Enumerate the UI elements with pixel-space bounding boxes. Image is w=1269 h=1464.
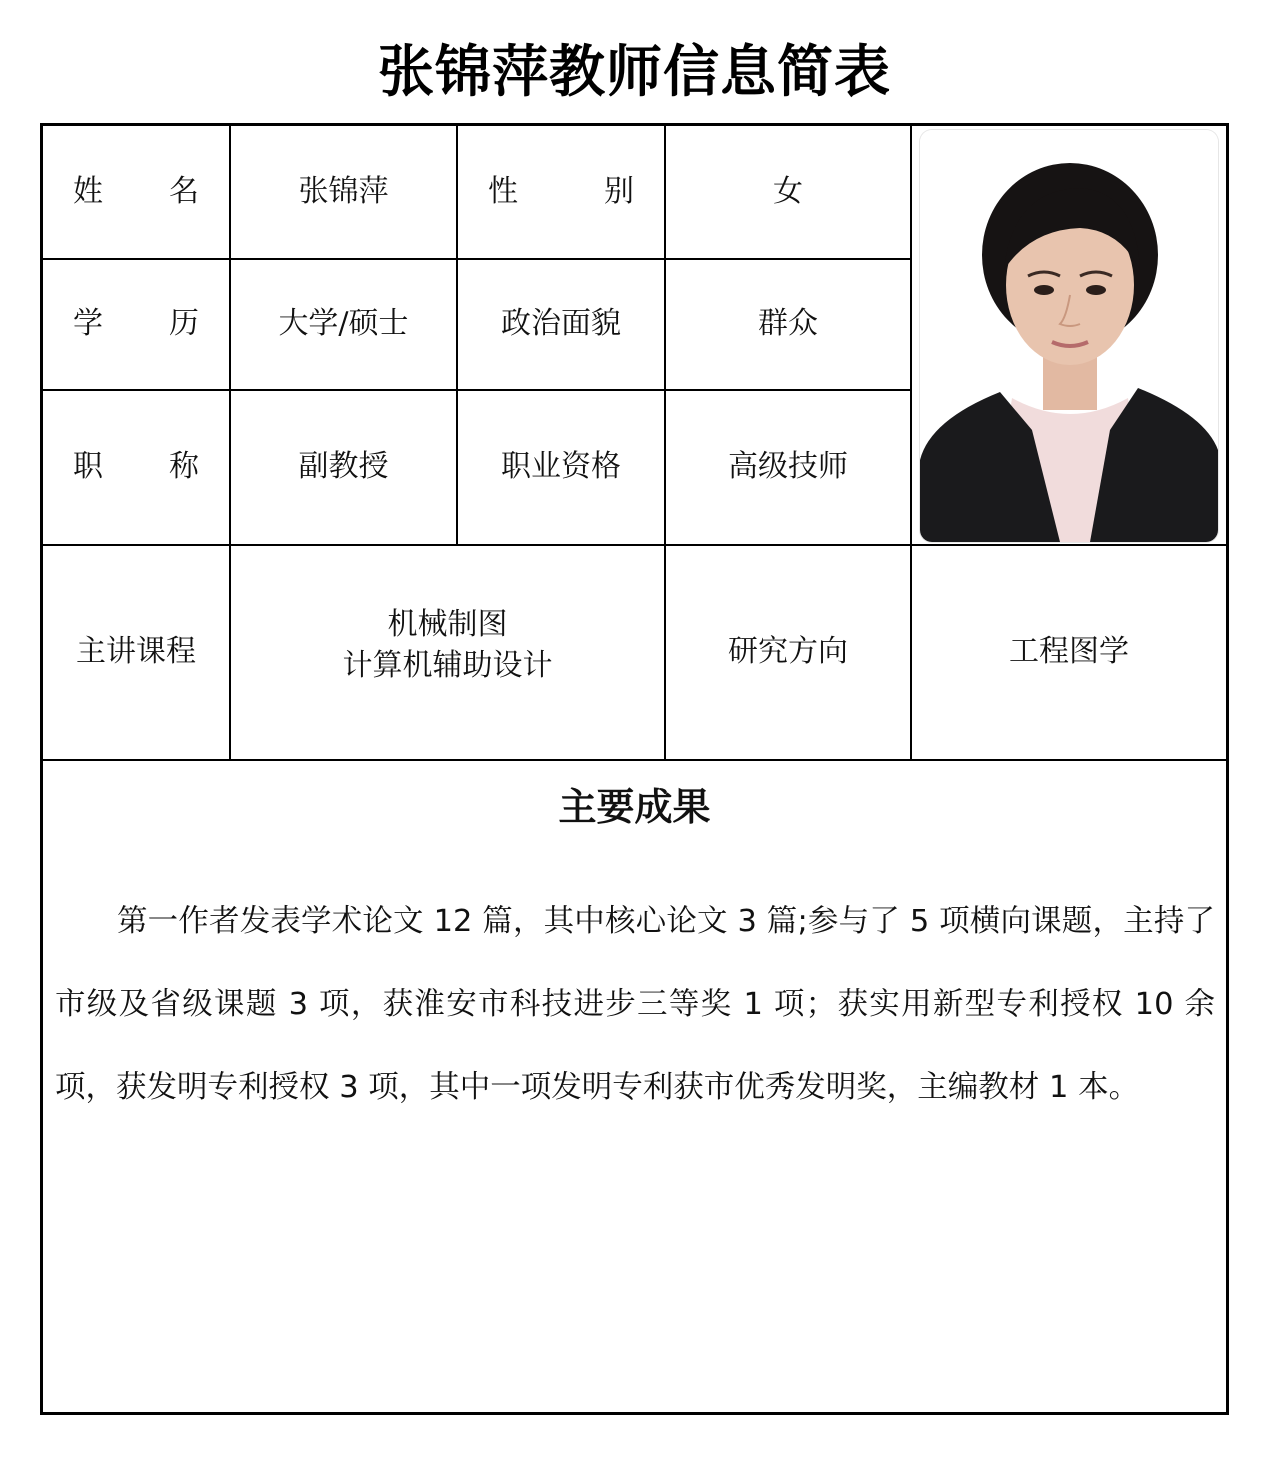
education-value: 大学/硕士 (278, 306, 409, 342)
research-label: 研究方向 (728, 634, 848, 670)
portrait-icon (920, 130, 1218, 542)
title-rank-value: 副教授 (298, 449, 389, 485)
political-label: 政治面貌 (501, 306, 621, 342)
page-title: 张锦萍教师信息简表 (378, 40, 891, 105)
achievements-text: 第一作者发表学术论文 12 篇，其中核心论文 3 篇;参与了 5 项横向课题，主持了市级及省级课题 3 项，获淮安市科技进步三等奖 1 项；获实用新型专利授权 10 余项，获发明专利授权 3 项，其中一项发明专利获市优秀发明奖，主编教材 1 本。 (55, 904, 1215, 1105)
name-value: 张锦萍 (298, 173, 389, 209)
qualification-value: 高级技师 (728, 449, 848, 485)
courses-value: 机械制图 计算机辅助设计 (342, 607, 553, 683)
gender-label: 性 别 (488, 173, 634, 209)
research-value: 工程图学 (1009, 634, 1129, 670)
courses-label: 主讲课程 (76, 634, 196, 670)
name-label: 姓 名 (73, 173, 199, 209)
portrait-photo (920, 130, 1218, 542)
education-label: 学 历 (73, 306, 199, 342)
qualification-label: 职业资格 (501, 449, 621, 485)
row-divider (43, 759, 1226, 761)
achievements-heading: 主要成果 (558, 784, 711, 829)
political-value: 群众 (758, 306, 818, 342)
title-rank-label: 职 称 (73, 449, 199, 485)
gender-value: 女 (773, 173, 803, 209)
